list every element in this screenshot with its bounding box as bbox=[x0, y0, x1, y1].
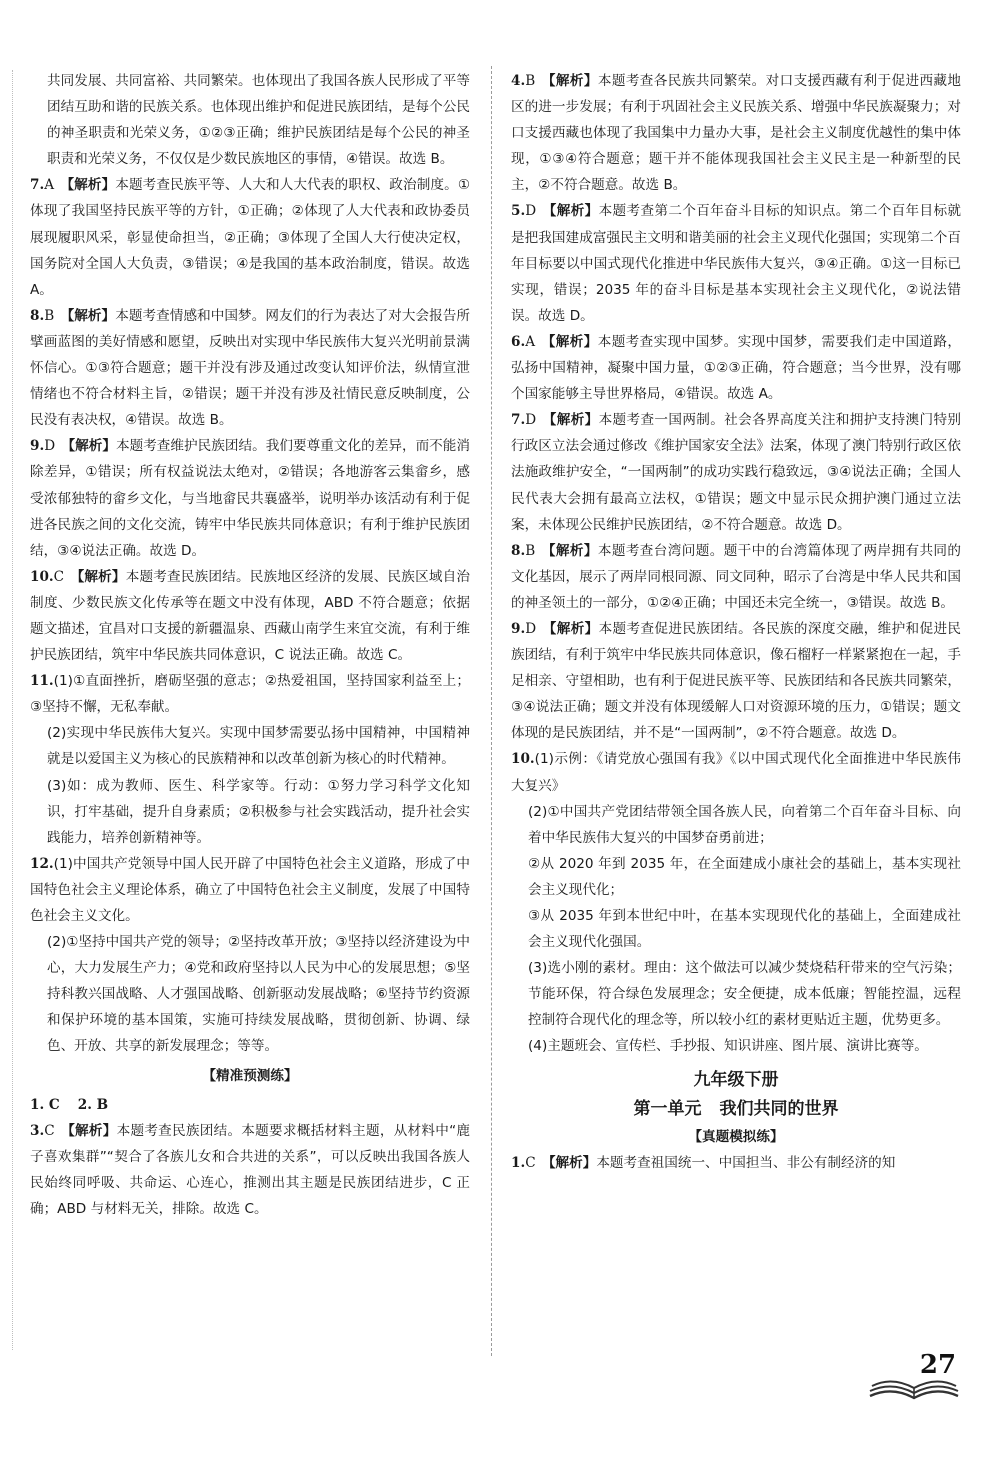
question-number: 7. bbox=[30, 177, 45, 194]
left-answer-list-2 bbox=[30, 1118, 470, 1222]
question-number: 7. bbox=[511, 412, 526, 429]
answer-paragraph: ③从 2035 年到本世纪中叶，在基本实现现代化的基础上，全面建成社会主义现代化强国。 bbox=[528, 908, 961, 951]
grade-heading: 九年级下册 bbox=[693, 1069, 779, 1090]
answer-paragraph: (2)①坚持中国共产党的领导；②坚持改革开放；③坚持以经济建设为中心，大力发展生产力；④党和政府坚持以人民为中心的发展思想；⑤坚持科教兴国战略、人才强国战略、创新驱动发展战略；⑥坚持节约资源和保护环境的基本国策，实施可持续发展战略，贯彻创新、协调、绿色、开放、共享的新发展理念；等等。 bbox=[47, 934, 470, 1055]
analysis-tag: 【解析】 bbox=[60, 177, 116, 194]
answer-item bbox=[511, 68, 961, 198]
answer-text: 本题考查民族团结。本题要求概括材料主题，从材料中“鹿子喜欢集群”“契合了各族儿女和合共进的关系”，可以反映出我国各族人民始终同呼吸、共命运、心连心，推测出其主题是民族团结进步，C 正确；ABD 与材料无关，排除。故选 C。 bbox=[30, 1122, 471, 1217]
answer-paragraph: (2)①中国共产党团结带领全国各族人民，向着第二个百年奋斗目标、向着中华民族伟大复兴的中国梦奋勇前进； bbox=[528, 803, 961, 846]
answer-choice: C bbox=[53, 568, 65, 585]
analysis-tag: 【解析】 bbox=[541, 1154, 597, 1171]
answer-item bbox=[30, 172, 470, 302]
right-answer-list bbox=[511, 68, 961, 1060]
analysis-tag: 【解析】 bbox=[70, 568, 126, 585]
question-number: 11. bbox=[30, 673, 54, 690]
page-number: 27 bbox=[919, 1350, 957, 1380]
analysis-tag: 【解析】 bbox=[542, 203, 599, 220]
binding-edge-line bbox=[12, 70, 13, 1350]
answer-item bbox=[511, 538, 961, 616]
question-number: 9. bbox=[30, 438, 45, 455]
real-exam-practice-title: 【真题模拟练】 bbox=[688, 1128, 784, 1145]
question-number: 5. bbox=[511, 203, 526, 220]
answer-paragraph: (3)选小刚的素材。理由：这个做法可以减少焚烧秸秆带来的空气污染；节能环保，符合绿色发展理念；安全便捷，成本低廉；智能控温，远程控制符合现代化的理念等，所以较小红的素材更贴近主题，优势更多。 bbox=[528, 960, 961, 1029]
answer-choice: A bbox=[525, 333, 536, 350]
unit-name: 我们共同的世界 bbox=[719, 1098, 839, 1119]
answer-text: 本题考查台湾问题。题干中的台湾篇体现了两岸拥有共同的文化基因，展示了两岸同根同源、同文同种，昭示了台湾是中华人民共和国的神圣领土的一部分，①②④正确；中国还未完全统一，③错误。故选 B。 bbox=[511, 542, 962, 611]
answer-text: 本题考查祖国统一、中国担当、非公有制经济的知 bbox=[596, 1154, 896, 1171]
answer-text: 本题考查第二个百年奋斗目标的知识点。第二个百年目标就是把我国建成富强民主文明和谐美丽的社会主义现代化强国；实现第二个百年目标要以中国式现代化推进中华民族伟大复兴，③④正确。①这一目标已实现，错误；2035 年的奋斗目标是基本实现社会主义现代化，②说法错误。故选 D。 bbox=[511, 203, 962, 324]
analysis-tag: 【解析】 bbox=[541, 73, 598, 89]
answer-choice: B bbox=[525, 542, 536, 559]
answer-item bbox=[511, 198, 961, 328]
analysis-tag: 【解析】 bbox=[61, 438, 116, 455]
answer-text: 本题考查实现中国梦。实现中国梦，需要我们走中国道路，弘扬中国精神，凝聚中国力量，①②③正确，符合题意；当今世界，没有哪个国家能够主导世界格局，④错误。故选 A。 bbox=[511, 333, 961, 403]
answer-item bbox=[511, 407, 961, 537]
question-number: 9. bbox=[511, 620, 526, 637]
analysis-tag: 【解析】 bbox=[60, 307, 116, 324]
question-number: 10. bbox=[511, 751, 535, 768]
unit-heading bbox=[511, 1094, 961, 1124]
answer-paragraph: (2)实现中华民族伟大复兴。实现中国梦需要弘扬中国精神，中国精神就是以爱国主义为核心的民族精神和以改革创新为核心的时代精神。 bbox=[47, 725, 470, 768]
answer-choice: D bbox=[44, 438, 56, 455]
answer-choice: D bbox=[525, 203, 537, 220]
question-number: 1. bbox=[511, 1154, 526, 1171]
answer-text: 本题考查维护民族团结。我们要尊重文化的差异，而不能消除差异，①错误；所有权益说法太绝对，②错误；各地游客云集畲乡，感受浓郁独特的畲乡文化，与当地畲民共襄盛举，说明举办该活动有利于促进各民族之间的文化交流，铸牢中华民族共同体意识；有利于维护民族团结，③④说法正确。故选 D。 bbox=[30, 438, 471, 559]
answer-item bbox=[30, 851, 470, 929]
analysis-tag: 【解析】 bbox=[542, 412, 599, 429]
precise-practice-title: 【精准预测练】 bbox=[202, 1067, 298, 1084]
answer-paragraph: (3)如：成为教师、医生、科学家等。行动：①努力学习科学文化知识，打牢基础，提升自身素质；②积极参与社会实践活动，提升社会实践能力，培养创新精神等。 bbox=[47, 777, 470, 846]
answer-item bbox=[30, 303, 470, 433]
left-answer-list bbox=[30, 68, 470, 1060]
answer-item bbox=[511, 329, 961, 407]
answer-choice: C bbox=[525, 1154, 536, 1171]
question-number: 12. bbox=[30, 855, 54, 872]
answer-text: 本题考查民族平等、人大和人大代表的职权、政治制度。①体现了我国坚持民族平等的方针，①正确；②体现了人大代表和政协委员展现履职风采，彰显使命担当，②正确；③体现了全国人大行使决定权，国务院对全国人大负责，③错误；④是我国的基本政治制度，错误。故选 A。 bbox=[30, 177, 471, 298]
right-answer-list-2 bbox=[511, 1150, 961, 1176]
analysis-tag: 【解析】 bbox=[542, 620, 599, 637]
quick-answer: 1. C bbox=[30, 1096, 60, 1113]
analysis-tag: 【解析】 bbox=[541, 333, 598, 350]
right-column bbox=[511, 68, 961, 1176]
question-number: 8. bbox=[511, 542, 526, 559]
answer-item bbox=[30, 68, 470, 172]
answer-choice: B bbox=[44, 307, 55, 324]
question-number: 3. bbox=[30, 1122, 45, 1139]
answer-choice: A bbox=[44, 177, 55, 194]
answer-choice: D bbox=[525, 620, 537, 637]
answer-item bbox=[511, 746, 961, 798]
answer-choice: B bbox=[525, 73, 536, 89]
answer-text: 本题考查一国两制。社会各界高度关注和拥护支持澳门特别行政区立法会通过修改《维护国家安全法》法案，体现了澳门特别行政区依法施政维护安全，“一国两制”的成功实践行稳致远，③④说法正确；全国人民代表大会拥有最高立法权，①错误；题文中显示民众拥护澳门通过立法案，未体现公民维护民族团结，②不符合题意。故选 D。 bbox=[511, 412, 962, 533]
unit-number: 第一单元 bbox=[633, 1098, 702, 1119]
quick-answers-row bbox=[30, 1092, 470, 1118]
quick-answer: 2. B bbox=[77, 1096, 109, 1113]
answer-text: 本题考查各民族共同繁荣。对口支援西藏有利于促进西藏地区的进一步发展；有利于巩固社会主义民族关系、增强中华民族凝聚力；对口支援西藏也体现了我国集中力量办大事，是社会主义制度优越性的集中体现，①③④符合题意；题干并不能体现我国社会主义民主是一种新型的民主，②不符合题意。故选 B。 bbox=[511, 73, 962, 194]
answer-text: 本题考查情感和中国梦。网友们的行为表达了对大会报告所擘画蓝图的美好情感和愿望，反映出对实现中华民族伟大复兴光明前景满怀信心。①③符合题意；题干并没有涉及通过改变认知评价法，纵情宣泄情绪也不符合材料主旨，②错误；题干并没有涉及社情民意反映制度，公民没有表决权，④错误。故选 B。 bbox=[30, 307, 471, 429]
answer-item bbox=[511, 616, 961, 746]
answer-text: 本题考查民族团结。民族地区经济的发展、民族区域自治制度、少数民族文化传承等在题文中没有体现，ABD 不符合题意；依据题文描述，宜昌对口支援的新疆温泉、西藏山南学生来宜交流，有利于维护民族团结，筑牢中华民族共同体意识，C 说法正确。故选 C。 bbox=[30, 568, 471, 664]
answer-item bbox=[30, 433, 470, 563]
answer-text: 本题考查促进民族团结。各民族的深度交融，维护和促进民族团结，有利于筑牢中华民族共同体意识，像石榴籽一样紧紧抱在一起，手足相亲、守望相助，也有利于促进民族平等、民族团结和各民族共同繁荣，③④说法正确；题文并没有体现缓解人口对资源环境的压力，①错误；题文体现的是民族团结，并不是“一国两制”，②不符合题意。故选 D。 bbox=[511, 620, 962, 742]
answer-item bbox=[30, 1118, 470, 1222]
question-number: 4. bbox=[511, 73, 526, 89]
answer-text: (1)示例：《请党放心强国有我》《以中国式现代化全面推进中华民族伟大复兴》 bbox=[511, 751, 961, 794]
column-divider bbox=[491, 66, 492, 1356]
answer-item bbox=[511, 1150, 961, 1176]
answer-item bbox=[30, 564, 470, 668]
open-book-icon bbox=[868, 1372, 960, 1402]
left-column bbox=[30, 68, 470, 1222]
answer-choice: D bbox=[525, 412, 537, 429]
analysis-tag: 【解析】 bbox=[541, 542, 598, 559]
question-number: 8. bbox=[30, 307, 45, 324]
answer-text: (1)①直面挫折，磨砺坚强的意志；②热爱祖国，坚持国家利益至上；③坚持不懈，无私奉献。 bbox=[30, 673, 470, 716]
answer-choice: C bbox=[44, 1122, 55, 1139]
analysis-tag: 【解析】 bbox=[61, 1122, 117, 1139]
answer-item bbox=[30, 668, 470, 720]
question-number: 10. bbox=[30, 568, 54, 585]
answer-text: 共同发展、共同富裕、共同繁荣。也体现出了我国各族人民形成了平等团结互助和谐的民族关系。也体现出维护和促进民族团结，是每个公民的神圣职责和光荣义务，①②③正确；维护民族团结是每个公民的神圣职责和光荣义务，不仅仅是少数民族地区的事情，④错误。故选 B。 bbox=[47, 73, 470, 168]
question-number: 6. bbox=[511, 333, 526, 350]
answer-paragraph: (4)主题班会、宣传栏、手抄报、知识讲座、图片展、演讲比赛等。 bbox=[528, 1038, 928, 1055]
answer-paragraph: ②从 2020 年到 2035 年，在全面建成小康社会的基础上，基本实现社会主义现代化； bbox=[528, 855, 961, 898]
answer-text: (1)中国共产党领导中国人民开辟了中国特色社会主义道路，形成了中国特色社会主义理论体系，确立了中国特色社会主义制度，发展了中国特色社会主义文化。 bbox=[30, 855, 470, 924]
